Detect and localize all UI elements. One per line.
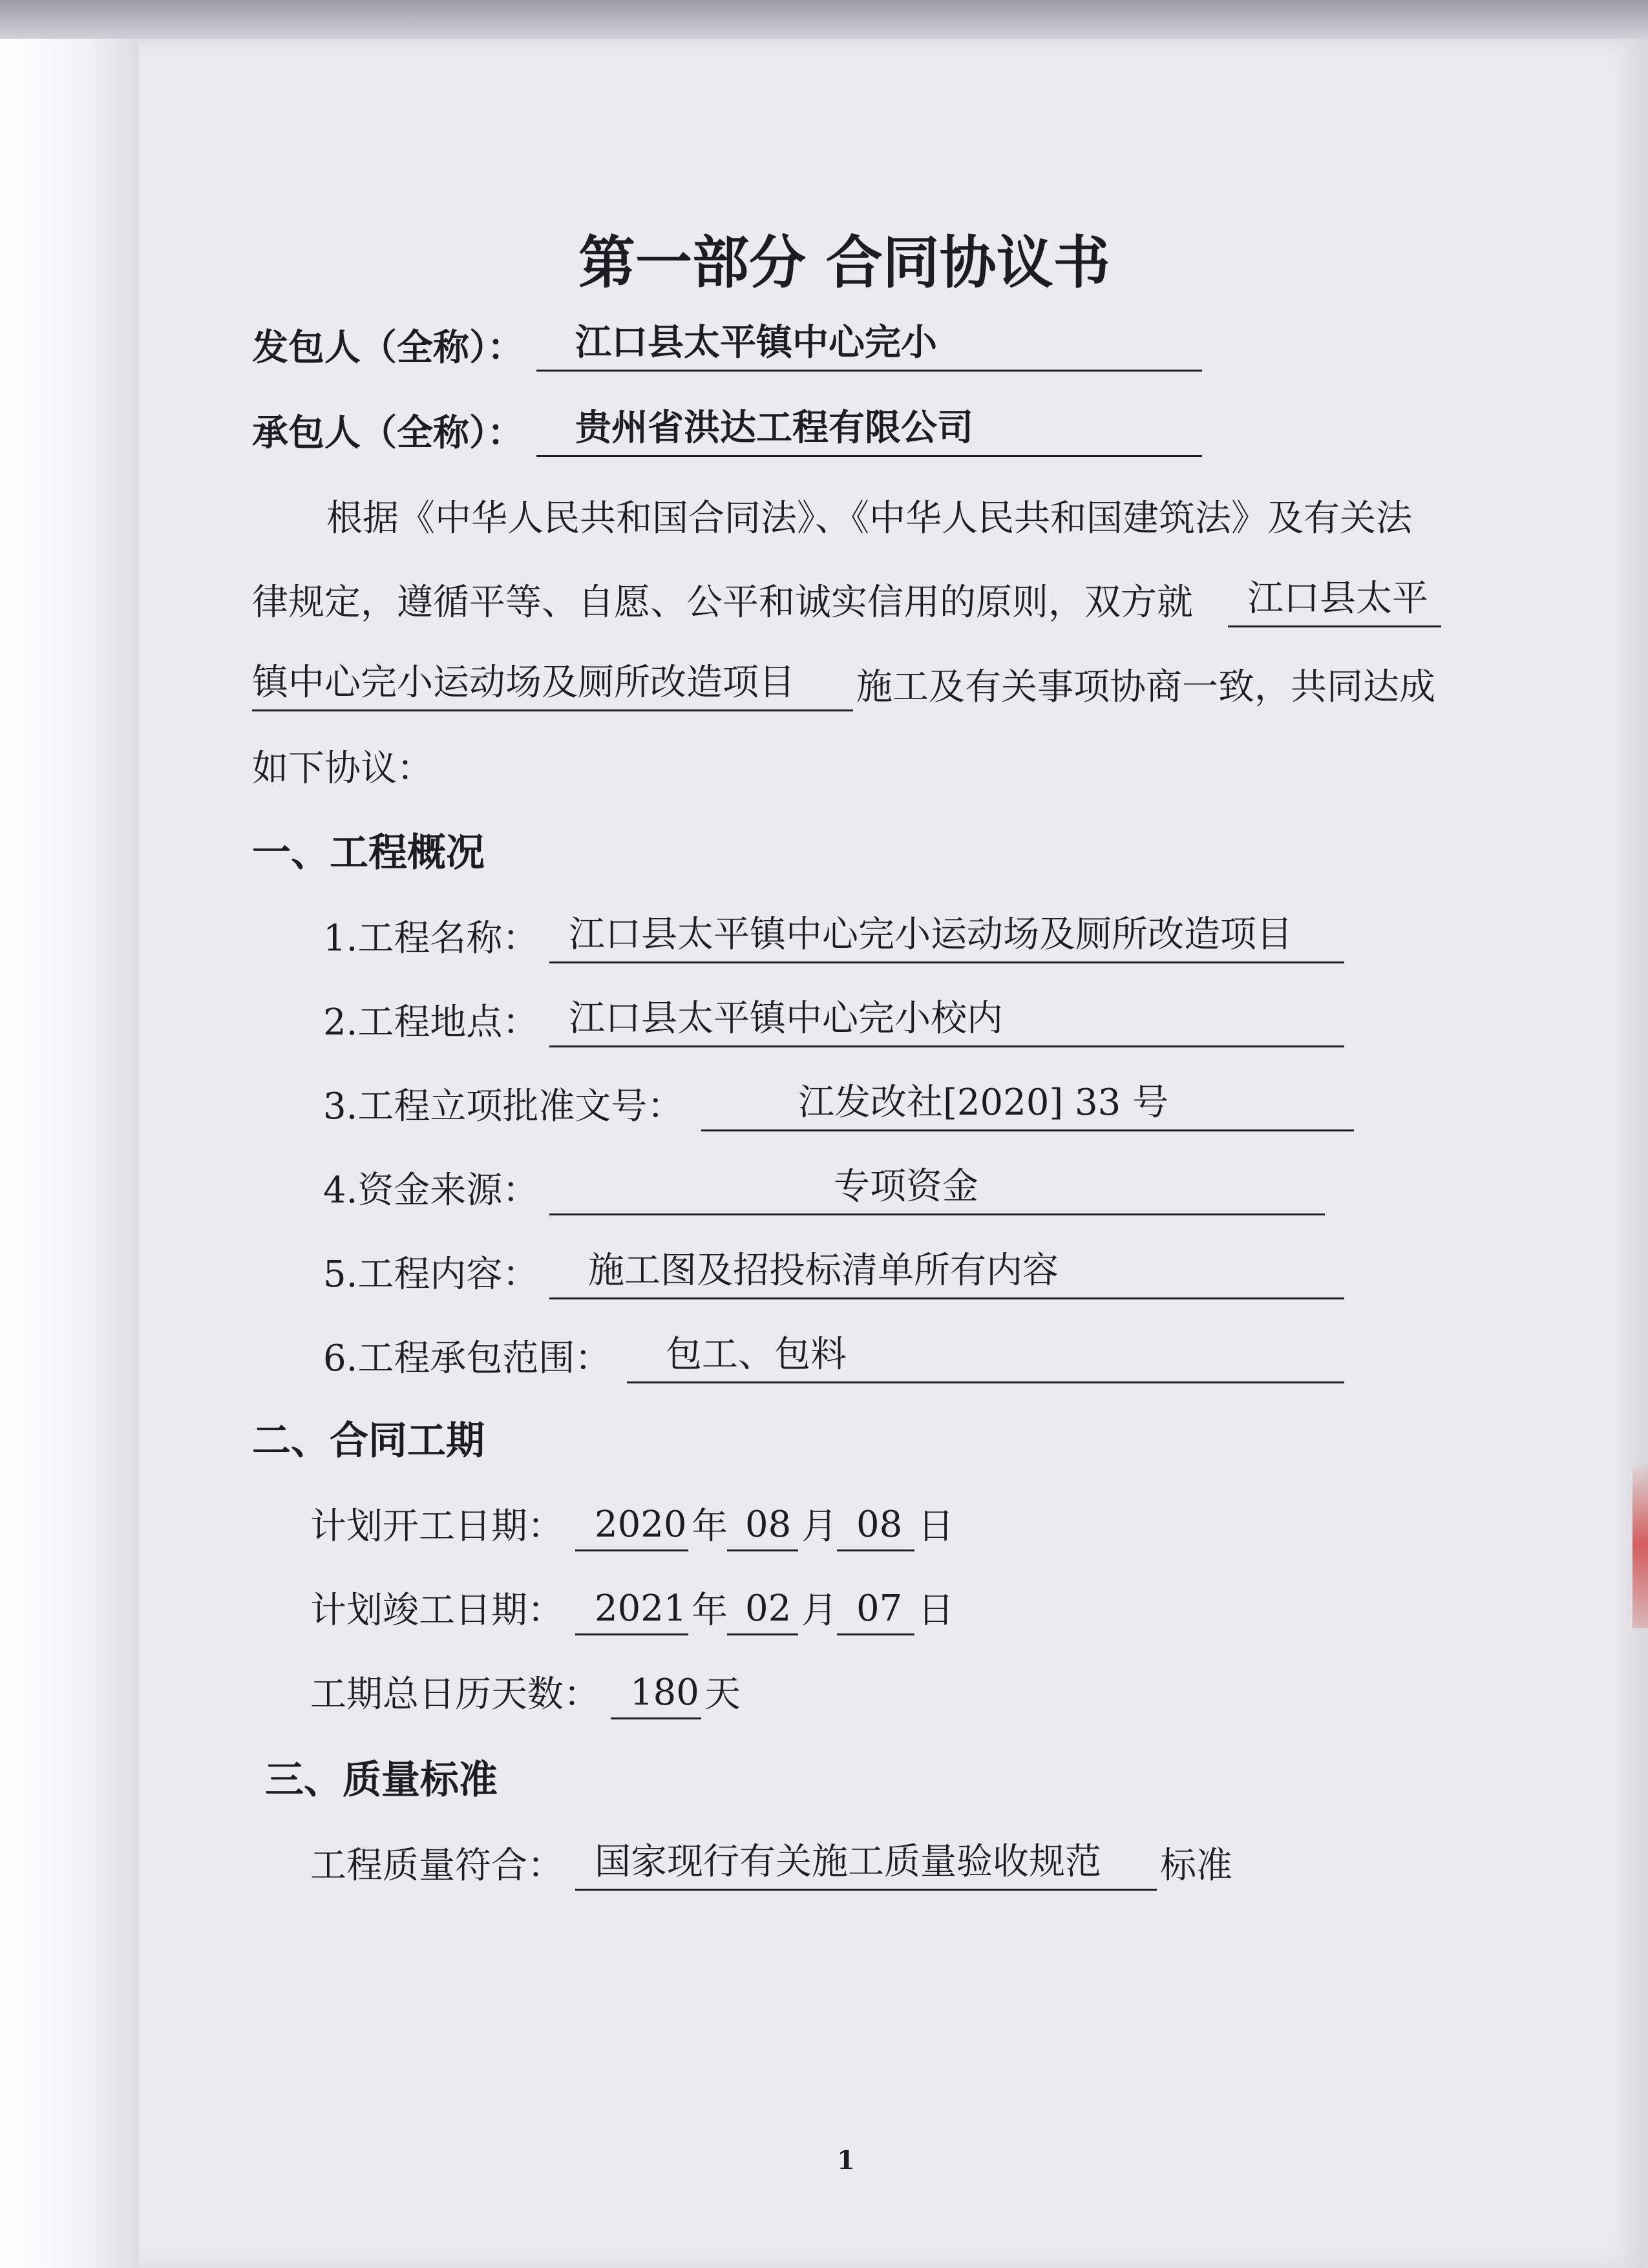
quality-value: 国家现行有关施工质量验收规范 bbox=[595, 1841, 1101, 1883]
funding-source-value: 专项资金 bbox=[834, 1166, 978, 1208]
end-day-unit: 日 bbox=[918, 1590, 954, 1632]
intro-project-line-3 bbox=[252, 662, 853, 711]
project-content-field bbox=[549, 1250, 1344, 1299]
end-year-field bbox=[575, 1588, 688, 1635]
start-month: 08 bbox=[745, 1504, 792, 1546]
end-year: 2021 bbox=[595, 1588, 687, 1630]
employer-label: 发包人（全称）： bbox=[252, 326, 523, 369]
intro-project-part-2: 镇中心完小运动场及厕所改造项目 bbox=[252, 662, 795, 704]
end-month-field bbox=[727, 1588, 798, 1635]
contractor-value: 贵州省洪达工程有限公司 bbox=[575, 406, 973, 449]
project-location-value: 江口县太平镇中心完小校内 bbox=[569, 998, 1003, 1040]
contract-scope-label: 6.工程承包范围： bbox=[323, 1338, 611, 1380]
scan-binding-edge bbox=[0, 39, 139, 2268]
project-name-field bbox=[549, 914, 1344, 963]
intro-line-4: 如下协议： bbox=[252, 748, 433, 790]
section-3-heading: 三、质量标准 bbox=[265, 1758, 498, 1803]
page-number: 1 bbox=[837, 2145, 855, 2176]
intro-line-2: 律规定，遵循平等、自愿、公平和诚实信用的原则，双方就 bbox=[252, 582, 1193, 624]
start-year-unit: 年 bbox=[692, 1506, 728, 1548]
start-day: 08 bbox=[856, 1504, 903, 1546]
project-content-value: 施工图及招投标清单所有内容 bbox=[588, 1250, 1059, 1292]
red-stamp-edge bbox=[1632, 1460, 1648, 1628]
end-year-unit: 年 bbox=[692, 1590, 728, 1632]
contractor-label: 承包人（全称）： bbox=[252, 412, 523, 454]
intro-line-3-suffix: 施工及有关事项协商一致，共同达成 bbox=[856, 666, 1435, 708]
intro-project-line-2 bbox=[1228, 578, 1441, 627]
scan-top-edge bbox=[0, 0, 1648, 39]
contractor-field bbox=[536, 406, 1202, 457]
start-day-field bbox=[837, 1504, 914, 1551]
end-day-field bbox=[837, 1588, 914, 1635]
start-day-unit: 日 bbox=[918, 1506, 954, 1548]
intro-project-part-1: 江口县太平 bbox=[1247, 578, 1428, 620]
project-name-value: 江口县太平镇中心完小运动场及厕所改造项目 bbox=[569, 914, 1293, 956]
quality-label: 工程质量符合： bbox=[310, 1845, 564, 1887]
quality-suffix: 标准 bbox=[1160, 1845, 1232, 1887]
employer-field bbox=[536, 321, 1202, 372]
approval-number-value: 江发改社[2020] 33 号 bbox=[798, 1082, 1169, 1124]
approval-number-label: 3.工程立项批准文号： bbox=[323, 1086, 684, 1128]
duration-field bbox=[611, 1672, 701, 1719]
employer-value: 江口县太平镇中心完小 bbox=[575, 321, 937, 364]
end-day: 07 bbox=[856, 1588, 903, 1630]
project-location-field bbox=[549, 998, 1344, 1047]
quality-field bbox=[575, 1841, 1157, 1891]
project-content-label: 5.工程内容： bbox=[323, 1254, 539, 1296]
start-year: 2020 bbox=[595, 1504, 687, 1546]
contract-scope-value: 包工、包料 bbox=[666, 1334, 847, 1376]
start-month-field bbox=[727, 1504, 798, 1551]
duration-unit: 天 bbox=[704, 1674, 741, 1716]
funding-source-field bbox=[549, 1166, 1325, 1215]
duration-value: 180 bbox=[630, 1672, 699, 1714]
project-name-label: 1.工程名称： bbox=[323, 918, 539, 960]
duration-label: 工期总日历天数： bbox=[310, 1674, 600, 1716]
contract-scope-field bbox=[627, 1334, 1344, 1383]
section-1-heading: 一、工程概况 bbox=[252, 830, 485, 876]
start-month-unit: 月 bbox=[801, 1506, 838, 1548]
end-month-unit: 月 bbox=[801, 1590, 838, 1632]
project-location-label: 2.工程地点： bbox=[323, 1002, 539, 1044]
start-year-field bbox=[575, 1504, 688, 1551]
approval-number-field bbox=[701, 1082, 1354, 1131]
end-date-label: 计划竣工日期： bbox=[310, 1590, 564, 1632]
intro-line-1: 根据《中华人民共和国合同法》、《中华人民共和国建筑法》及有关法 bbox=[326, 498, 1412, 540]
section-2-heading: 二、合同工期 bbox=[252, 1418, 485, 1464]
funding-source-label: 4.资金来源： bbox=[323, 1170, 539, 1212]
end-month: 02 bbox=[745, 1588, 792, 1630]
page-title: 第一部分 合同协议书 bbox=[578, 229, 1110, 296]
start-date-label: 计划开工日期： bbox=[310, 1506, 564, 1548]
